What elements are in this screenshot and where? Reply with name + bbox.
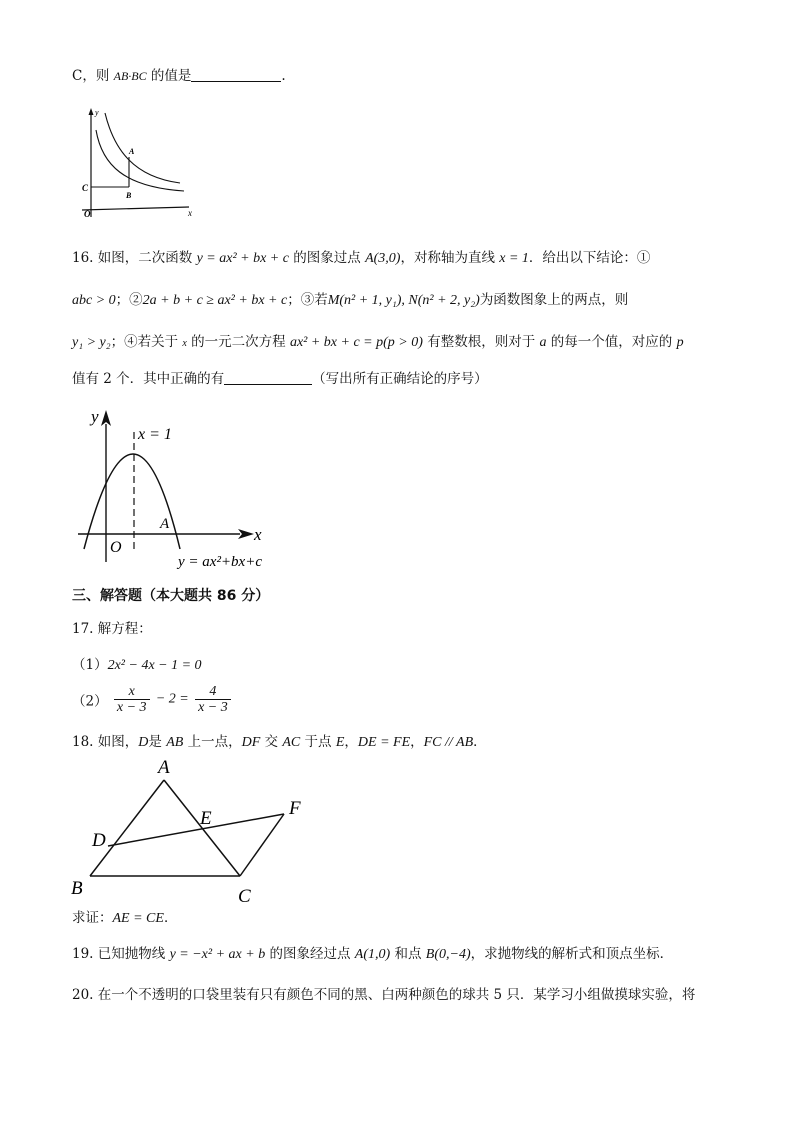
- q16-line3: [72, 332, 684, 354]
- section-3-title: 三、解答题（本大题共 86 分）: [72, 588, 270, 604]
- q16-l2-f: 为函数图象上的两点，则: [479, 292, 629, 308]
- q18-point-e: E: [335, 735, 345, 750]
- q16-function: y = ax² + bx + c: [196, 251, 289, 266]
- fig18-side-ab: [90, 780, 164, 876]
- q18-statement: [72, 732, 487, 753]
- fig16-x-arrow: [238, 529, 254, 539]
- q18-f: ，: [344, 734, 358, 750]
- q15-expr: AB·BC: [113, 69, 147, 83]
- figure-15: [74, 105, 204, 225]
- q15-prefix: C，则: [72, 68, 114, 84]
- figure-16: [72, 404, 287, 574]
- q16-line4: [72, 369, 488, 389]
- q18-ab: AB: [166, 735, 184, 750]
- q16-l3-d: 有整数根，则对于: [422, 334, 540, 350]
- q18-b: 是: [148, 734, 167, 750]
- q19-b: 的图象经过点: [265, 946, 355, 962]
- q20-statement: 20. 在一个不透明的口袋里装有只有颜色不同的黑、白两种颜色的球共 5 只．某学习小组做摸球实验，将: [72, 987, 696, 1003]
- q16-conclusion-1: abc > 0: [72, 293, 116, 308]
- q18-df: DF: [241, 735, 261, 750]
- q16-l1-b: 的图象过点: [288, 250, 366, 266]
- q18-proof: [72, 908, 177, 929]
- q16-l1-a: 16. 如图，二次函数: [72, 250, 197, 266]
- q17-part2-mid: − 2 =: [155, 691, 189, 707]
- q16-var-p: p: [676, 335, 684, 350]
- q18-e: 于点: [300, 734, 336, 750]
- q19-point-b: B(0,−4): [425, 947, 471, 962]
- fig16-label-curve: y = ax²+bx+c: [178, 554, 262, 570]
- q16-l3-c: 的一元二次方程: [186, 334, 290, 350]
- fig18-label-d: D: [92, 830, 106, 851]
- q16-l3-b: ；④若关于: [110, 334, 183, 350]
- fig16-label-y: y: [91, 407, 99, 426]
- q19-point-a: A(1,0): [354, 947, 391, 962]
- fig15-curve-outer: [105, 113, 180, 183]
- fig15-x-axis: [82, 207, 189, 210]
- figure-18: [68, 752, 318, 910]
- q16-equation: ax² + bx + c = p(p > 0): [289, 335, 423, 350]
- q17-part1-number: （1）: [72, 657, 108, 673]
- q18-proof-c: ．: [163, 910, 178, 926]
- q16-l1-c: ，对称轴为直线: [400, 250, 500, 266]
- fig15-label-o: O: [84, 209, 91, 219]
- q18-a: 18. 如图，: [72, 734, 139, 750]
- q19-statement: [72, 944, 673, 965]
- q17-frac1-num: x: [114, 684, 150, 700]
- fig15-label-x: x: [188, 208, 192, 218]
- q16-l2-b: ；②: [115, 292, 143, 308]
- fig16-y-arrow: [101, 410, 111, 426]
- q17-title: 17. 解方程：: [72, 621, 152, 637]
- q18-proof-a: 求证：: [72, 910, 113, 926]
- q17-part2: [72, 684, 233, 715]
- q17-part2-number: （2）: [72, 693, 108, 710]
- q19-equation: y = −x² + ax + b: [169, 947, 266, 962]
- fig18-label-a: A: [158, 757, 170, 778]
- q16-l4-b: （写出所有正确结论的序号）: [312, 371, 488, 387]
- q16-l4-a: 值有 2 个．其中正确的有: [72, 371, 225, 387]
- q16-conclusion-2: 2a + b + c ≥ ax² + bx + c: [142, 293, 288, 308]
- q16-l3-e: 的每一个值，对应的: [546, 334, 677, 350]
- q16-l1-d: ．给出以下结论：①: [528, 250, 651, 266]
- q15-end: .: [281, 68, 286, 84]
- q18-d2: 交: [260, 734, 283, 750]
- fig15-label-a: A: [129, 147, 135, 156]
- fig16-label-x: x: [254, 525, 262, 544]
- q18-ac: AC: [282, 735, 301, 750]
- q17-frac1-den: x − 3: [116, 700, 147, 715]
- q18-g: ，: [410, 734, 424, 750]
- q17-fraction-left: [114, 684, 150, 715]
- fig16-parabola: [84, 454, 180, 549]
- q17-frac2-den: x − 3: [198, 700, 228, 715]
- q18-condition-1: DE = FE: [357, 735, 411, 750]
- q19-a: 19. 已知抛物线: [72, 946, 170, 962]
- fig18-label-c: C: [238, 886, 251, 907]
- fig18-label-e: E: [200, 808, 212, 829]
- fig18-label-b: B: [71, 878, 83, 899]
- fig16-label-a: A: [160, 516, 170, 532]
- q16-l2-d: ；③若: [287, 292, 328, 308]
- q16-point-a: A(3,0): [365, 251, 401, 266]
- q18-proof-claim: AE = CE: [112, 911, 164, 926]
- q17-fraction-right: [195, 684, 231, 715]
- q18-condition-2: FC // AB: [423, 735, 474, 750]
- q16-answer-blank[interactable]: [224, 370, 312, 385]
- q18-c: 上一点，: [183, 734, 242, 750]
- fig15-y-arrow: [89, 108, 94, 115]
- q16-conclusion-3: y₁ > y₂: [72, 335, 111, 350]
- q15-answer-blank[interactable]: [191, 67, 281, 82]
- q15-suffix: 的值是: [146, 68, 192, 84]
- q15-tail: [72, 66, 286, 86]
- fig15-label-c: C: [82, 183, 89, 193]
- q18-d: D: [138, 735, 149, 750]
- q16-points-mn: M(n² + 1, y₁), N(n² + 2, y₂): [327, 293, 480, 308]
- fig15-label-y: y: [95, 108, 99, 117]
- q16-var-x: x: [182, 338, 187, 349]
- q18-h: ．: [473, 734, 487, 750]
- q19-c: 和点: [390, 946, 426, 962]
- q16-var-a: a: [539, 335, 547, 350]
- fig18-segment-fc: [240, 814, 284, 876]
- q19-d: ，求抛物线的解析式和顶点坐标．: [470, 946, 674, 962]
- q16-axis: x = 1: [499, 251, 529, 266]
- fig16-label-o: O: [110, 539, 122, 556]
- q17-part1-equation: 2x² − 4x − 1 = 0: [107, 658, 202, 673]
- fig18-label-f: F: [289, 798, 301, 819]
- q16-line1: [72, 248, 650, 269]
- fig16-label-axis: x = 1: [138, 426, 172, 443]
- fig15-label-b: B: [126, 191, 132, 200]
- q17-part1: [72, 655, 202, 676]
- q16-line2: [72, 290, 628, 311]
- q17-frac2-num: 4: [195, 684, 231, 700]
